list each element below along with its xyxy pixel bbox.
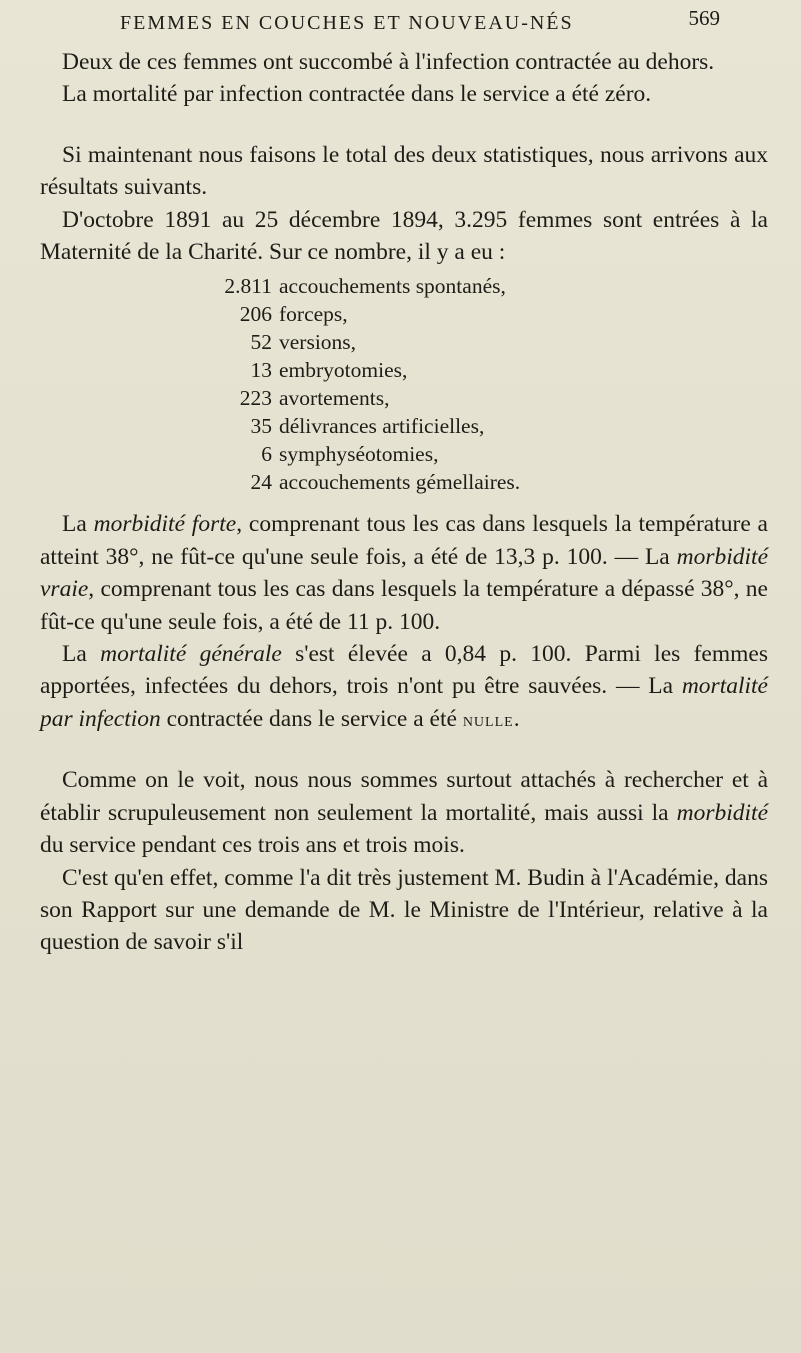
- body-text: [40, 46, 768, 959]
- paragraph-7: Comme on le voit, nous nous sommes surtout attachés à rechercher et à établir scrupuleusement non seulement la mortalité, mais aussi la morbidité du service pendant ces trois ans et trois mois.: [40, 767, 768, 859]
- paragraph-8: C'est qu'en effet, comme l'a dit très justement M. Budin à l'Académie, dans son Rapport sur une demande de M. le Ministre de l'Intérieur, relative à la question de savoir s'il: [40, 864, 768, 956]
- list-item: 13 embryotomies,: [250, 358, 408, 383]
- paragraph-3: Si maintenant nous faisons le total des deux statistiques, nous arrivons aux résultats suivants.: [40, 141, 768, 201]
- page-number: 569: [688, 6, 720, 30]
- list-item: 223 avortements,: [239, 386, 390, 411]
- paragraph-2: La mortalité par infection contractée dans le service a été zéro.: [62, 81, 652, 108]
- list-item: 35 délivrances artificielles,: [250, 414, 485, 439]
- paragraph-1: Deux de ces femmes ont succombé à l'infection contractée au dehors.: [62, 49, 715, 75]
- list-item: 6 symphyséotomies,: [261, 442, 439, 467]
- running-title: FEMMES EN COUCHES ET NOUVEAU-NÉS: [120, 12, 574, 34]
- list-item: 24 accouchements gémellaires.: [250, 470, 521, 495]
- list-item: 206 forceps,: [239, 302, 348, 327]
- paragraph-6: La mortalité générale s'est élevée a 0,84 p. 100. Parmi les femmes apportées, infectées du dehors, trois n'ont pu être sauvées. — La mortalité par infection contractée dans le service a été nulle.: [40, 641, 768, 732]
- paragraph-5: La morbidité forte, comprenant tous les cas dans lesquels la température a atteint 38°, ne fût-ce qu'une seule fois, a été de 13,3 p. 100. — La morbidité vraie, comprenant tous les cas dans lesquels la température a dépassé 38°, ne fût-ce qu'une seule fois, a été de 11 p. 100.: [40, 511, 768, 635]
- list-item: 52 versions,: [250, 330, 357, 355]
- paragraph-4: D'octobre 1891 au 25 décembre 1894, 3.295 femmes sont entrées à la Maternité de la Charité. Sur ce nombre, il y a eu :: [40, 206, 768, 266]
- running-head: [120, 6, 720, 38]
- list-item: 2.811 accouchements spontanés,: [224, 274, 506, 299]
- delivery-list: [222, 272, 768, 496]
